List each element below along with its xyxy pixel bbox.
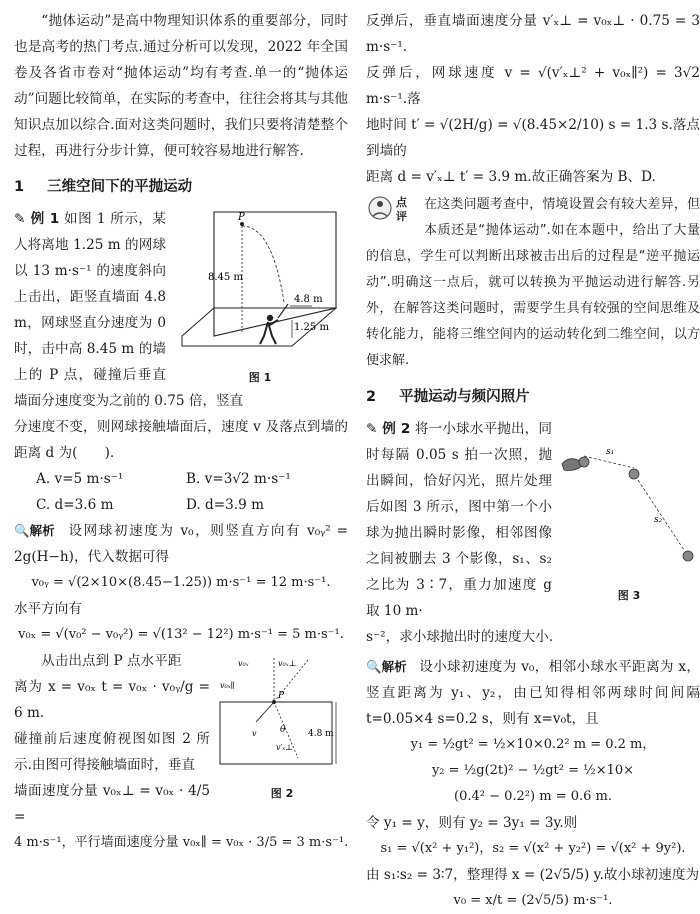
option-a: A. v=5 m·s⁻¹ (36, 471, 124, 487)
example-2-text-cont: s⁻²，求小球抛出时的速度大小. (366, 629, 554, 645)
left-column (14, 8, 348, 856)
fig3-label-s1: s₁ (606, 447, 615, 457)
ball-1 (579, 457, 589, 467)
fig1-label-p: P (238, 212, 245, 223)
example-2-label: ✎ 例 2 (366, 421, 411, 437)
formula-v0y: v₀ᵧ = √(2×10×(8.45−1.25)) m·s⁻¹ = 12 m·s⁻¹. (31, 575, 331, 590)
hit-text-a: 从击出点到 P 点水平距 (41, 653, 182, 669)
analysis-1-tag: 🔍解析 (14, 523, 55, 538)
figure-2-caption: 图 2 (270, 787, 294, 800)
hit-text-c: 碰撞前后速度俯视图如图 2 所示.由图可得接触墙面时，垂直 (14, 731, 210, 773)
fig1-label-distance: 4.8 m (294, 294, 323, 305)
section-2-title: 平抛运动与频闪照片 (399, 389, 530, 405)
remark-text: 在这类问题考查中，情境设置会有较大差异，但本质还是“抛体运动”.如在本题中，给出了大量的信息，学生可以判断出球被击出后的过程是“逆平抛运动”.明确这一点后，就可以转换为平抛运动进行解答.另外，在解答这类问题时，需要学生具有较强的空间思维及转化能力，能将三维空间内的运动转化到二维空间，以方便求解. (366, 197, 700, 368)
fig3-label-s2: s₂ (654, 515, 663, 525)
hit-text-b: 离为 x = v₀ₓ t = v₀ₓ · v₀ᵧ/g = 6 m. (14, 679, 210, 721)
fig2-label-vperp: v′ₓ⊥ (276, 743, 293, 752)
ball-2 (629, 469, 639, 479)
example-1-label: ✎ 例 1 (14, 211, 60, 227)
cont-b: 反弹后，网球速度 v = √(v′ₓ⊥² + v₀ₓ∥²) = 3√2 m·s⁻¹.落 (366, 65, 700, 107)
section-1-title: 三维空间下的平抛运动 (47, 179, 193, 195)
option-d: D. d=3.9 m (186, 497, 264, 513)
ball-3 (683, 551, 693, 561)
analysis-2-intro: 🔍解析 设小球初速度为 v₀，相邻小球水平距离为 x，竖直距离为 y₁、y₂，由已知得相邻两球时间间隔 t=0.05×4 s=0.2 s，则有 x=v₀t，且 (366, 654, 700, 732)
fig2-label-distance: 4.8 m (308, 729, 334, 739)
cont-d: 距离 d = v′ₓ⊥ t′ = 3.9 m.故正确答案为 B、D. (366, 169, 656, 185)
figure-3-drawing (558, 444, 700, 574)
fig2-label-theta: θ (280, 725, 286, 735)
section-2-number: 2 (366, 389, 377, 405)
fig2-label-v: v (252, 729, 257, 738)
right-column (366, 8, 700, 914)
figure-1-caption: 图 1 (248, 371, 272, 384)
example-1-body: 如图 1 所示，某人将离地 1.25 m 的网球以 13 m·s⁻¹ 的速度斜向上击出，距竖直墙面 4.8 m，网球竖直分速度为 0 时，击中高 8.45 m 的墙上的 P 点，碰撞后垂直墙面分速度变为之前的 0.75 倍，竖直 (14, 211, 244, 409)
figure-2-drawing (216, 652, 348, 772)
formula-y1: y₁ = ½gt² = ½×10×0.2² m = 0.2 m， (410, 737, 656, 752)
figure-3-caption: 图 3 (617, 589, 641, 602)
fig2-label-v0xperp: v₀ₓ⊥ (278, 659, 297, 668)
figure-1 (172, 206, 348, 384)
fig1-label-launch-height: 1.25 m (294, 322, 329, 333)
formula-y2a: y₂ = ½g(2t)² − ½gt² = ½×10× (431, 763, 635, 778)
section-2-heading (366, 384, 700, 410)
option-c: C. d=3.6 m (36, 497, 114, 513)
figure-3 (558, 444, 700, 602)
formula-v0x: v₀ₓ = √(v₀² − v₀ᵧ²) = √(13² − 12²) m·s⁻¹ = 5 m·s⁻¹. (18, 627, 344, 642)
remark-tag: 点评 (396, 196, 407, 223)
fig2-label-v0x: v₀ₓ (238, 659, 249, 668)
remark-block (366, 192, 700, 374)
option-b: B. v=3√2 m·s⁻¹ (186, 471, 291, 487)
example-2-body: 将一小球水平抛出，同时每隔 0.05 s 拍一次照，抛出瞬间，恰好闪光，照片处理后如图 3 所示，图中第一个小球为抛出瞬时影像，相邻图像之间被删去 3 个影像，s₁、s₂ 之比为 3∶7，重力加速度 g 取 10 m· (366, 421, 553, 619)
hit-text-d: 墙面速度分量 v₀ₓ⊥ = v₀ₓ · 4/5 = (14, 783, 210, 825)
horizontal-label: 水平方向有 (14, 601, 82, 617)
example-1-text-cont: 分速度不变，则网球接触墙面后，速度 v 及落点到墙的距离 d 为( ). (14, 419, 348, 461)
analysis-1-intro: 🔍解析 设网球初速度为 v₀，则竖直方向有 v₀ᵧ² = 2g(H−h)，代入数据可得 (14, 518, 348, 570)
figure-1-drawing (172, 206, 348, 356)
figure-2 (216, 652, 348, 800)
remark-badge (366, 192, 418, 228)
hit-text-e: 4 m·s⁻¹，平行墙面速度分量 v₀ₓ∥ = v₀ₓ · 3/5 = 3 m·s⁻¹. (14, 835, 349, 850)
fig2-label-v0xpar: v₀ₓ∥ (220, 681, 235, 690)
section-1-heading (14, 174, 348, 200)
fig1-label-height: 8.45 m (208, 272, 243, 283)
options-row-2 (14, 492, 348, 518)
formula-s: s₁ = √(x² + y₁²)，s₂ = √(x² + y₂²) = √(x² + 9y²). (380, 841, 686, 856)
section-1-number: 1 (14, 179, 25, 195)
cont-c: 地时间 t′ = √(2H/g) = √(8.45×2/10) s = 1.3 s.落点到墙的 (366, 117, 700, 159)
analysis-2-tag: 🔍解析 (366, 659, 407, 674)
formula-v0: v₀ = x/t = (2√5/5) m·s⁻¹. (453, 893, 613, 908)
cont-a: 反弹后，垂直墙面速度分量 v′ₓ⊥ = v₀ₓ⊥ · 0.75 = 3 m·s⁻¹. (366, 13, 700, 55)
remark-icon (366, 192, 418, 228)
fig2-label-p: P (278, 691, 285, 701)
options-row-1 (14, 466, 348, 492)
intro-paragraph: “抛体运动”是高中物理知识体系的重要部分，同时也是高考的热门考点.通过分析可以发现，2022 年全国卷及各省市卷对“抛体运动”均有考查.单一的“抛体运动”问题比较简单，在实际的考查中，往往会将其与其他知识点加以综合.面对这类问题时，我们只要将清楚整个过程，再进行分步计算，便可较容易地进行解答. (14, 13, 348, 159)
formula-y2b: (0.4² − 0.2²) m = 0.6 m. (454, 789, 612, 804)
let-text: 令 y₁ = y，则有 y₂ = 3y₁ = 3y.则 (366, 815, 578, 831)
ratio-text: 由 s₁∶s₂ = 3∶7，整理得 x = (2√5/5) y.故小球初速度为 (366, 867, 700, 883)
